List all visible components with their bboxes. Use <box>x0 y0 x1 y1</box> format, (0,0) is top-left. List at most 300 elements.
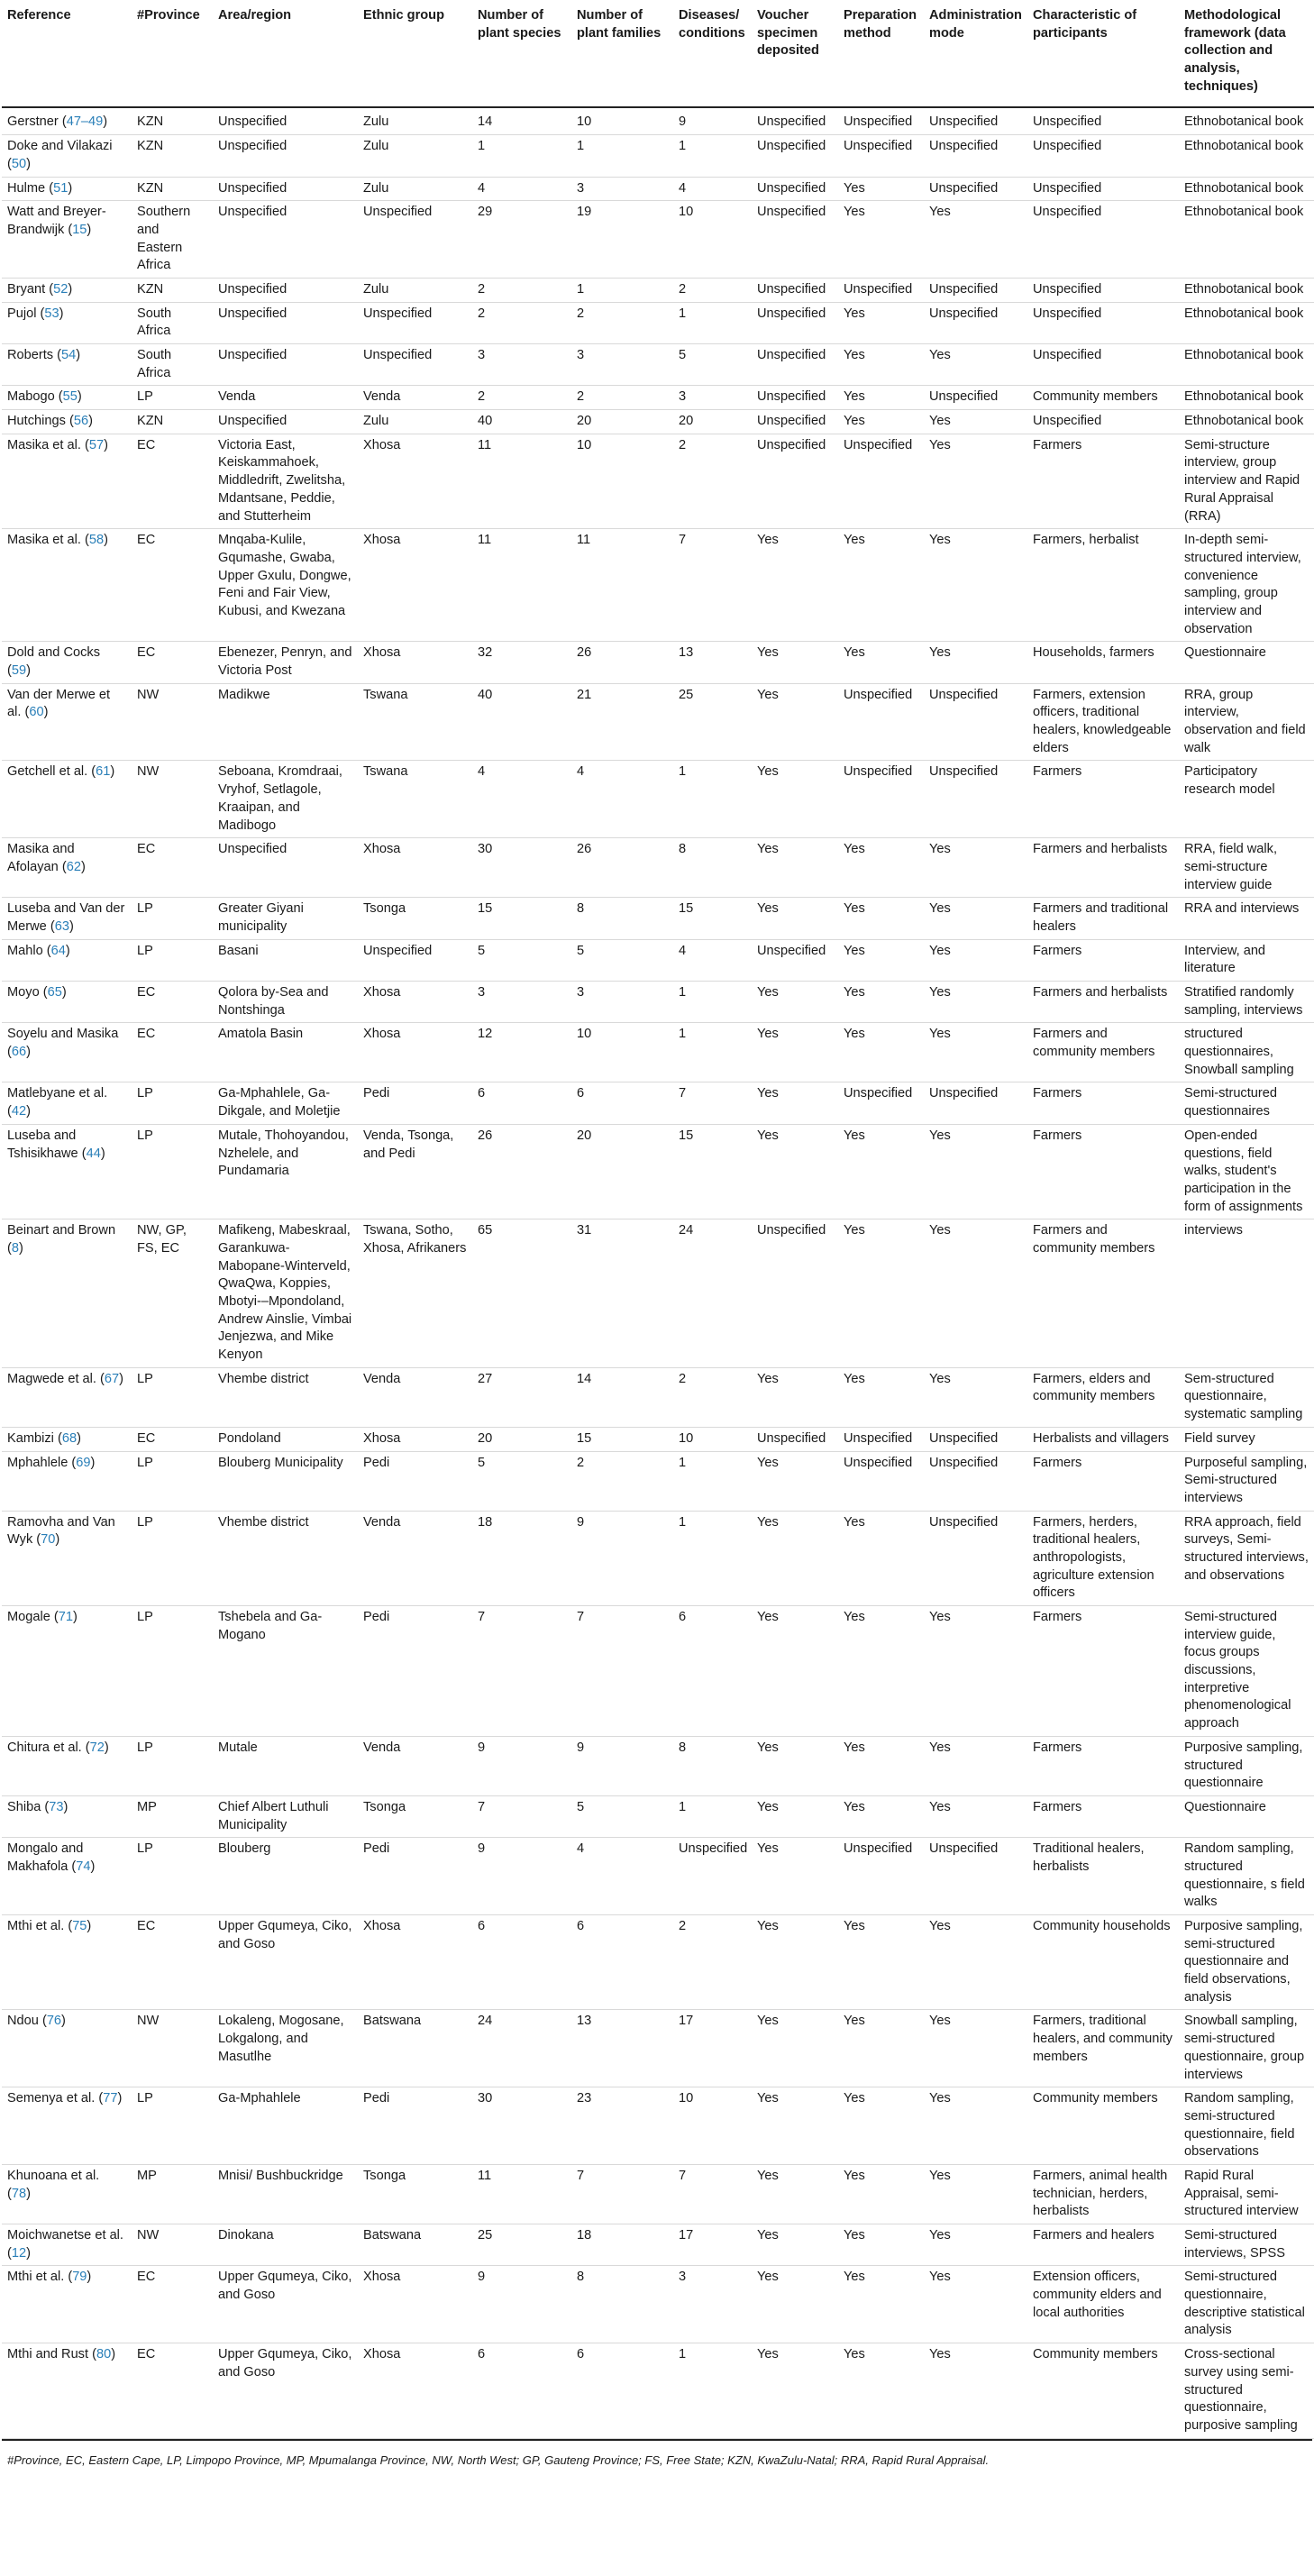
preparation-cell: Yes <box>838 1606 924 1737</box>
plant-families-cell: 7 <box>571 1606 673 1737</box>
citation-link[interactable]: 61 <box>96 764 111 780</box>
area-cell: Lokaleng, Mogosane, Lokgalong, and Masutlhe <box>213 2010 358 2087</box>
administration-cell: Yes <box>924 939 1027 981</box>
citation-link[interactable]: 59 <box>11 663 27 678</box>
area-cell: Pondoland <box>213 1427 358 1451</box>
plant-species-cell: 7 <box>472 1795 571 1837</box>
province-cell: LP <box>132 898 213 939</box>
diseases-cell: 1 <box>673 761 752 838</box>
citation-link[interactable]: 12 <box>11 2245 27 2261</box>
header-framework: Methodological framework (data collection and analysis, techniques) <box>1179 0 1314 107</box>
province-cell: Southern and Eastern Africa <box>132 201 213 279</box>
administration-cell: Yes <box>924 344 1027 386</box>
administration-cell: Yes <box>924 982 1027 1023</box>
area-cell: Tshebela and Ga-Mogano <box>213 1606 358 1737</box>
citation-link[interactable]: 79 <box>72 2270 87 2285</box>
ethnic-group-cell: Pedi <box>358 1451 472 1511</box>
preparation-cell: Unspecified <box>838 107 924 134</box>
ethnic-group-cell: Venda <box>358 1736 472 1795</box>
reference-author: Watt and Breyer-Brandwijk <box>7 205 106 237</box>
area-cell: Madikwe <box>213 683 358 761</box>
plant-families-cell: 2 <box>571 386 673 410</box>
province-cell: EC <box>132 434 213 528</box>
province-cell: NW, GP, FS, EC <box>132 1219 213 1368</box>
administration-cell: Yes <box>924 1023 1027 1082</box>
voucher-cell: Yes <box>752 2087 838 2165</box>
province-cell: EC <box>132 642 213 683</box>
ethnic-group-cell: Tsonga <box>358 898 472 939</box>
citation-link[interactable]: 51 <box>53 180 68 196</box>
voucher-cell: Yes <box>752 2224 838 2266</box>
province-cell: EC <box>132 982 213 1023</box>
plant-species-cell: 6 <box>472 2343 571 2438</box>
ethnic-group-cell: Tswana, Sotho, Xhosa, Afrikaners <box>358 1219 472 1368</box>
citation-link[interactable]: 62 <box>66 859 81 874</box>
citation-link[interactable]: 80 <box>96 2347 112 2362</box>
reference-author: Gerstner <box>7 114 59 130</box>
table-row <box>2 135 1314 177</box>
plant-species-cell: 40 <box>472 410 571 434</box>
preparation-cell: Unspecified <box>838 278 924 302</box>
diseases-cell: 1 <box>673 1795 752 1837</box>
plant-species-cell: 14 <box>472 107 571 134</box>
table-row <box>2 939 1314 981</box>
preparation-cell: Yes <box>838 838 924 898</box>
plant-species-cell: 9 <box>472 2266 571 2343</box>
citation-link[interactable]: 60 <box>29 705 44 720</box>
reference-cell: Hulme (51) <box>2 177 132 201</box>
area-cell: Basani <box>213 939 358 981</box>
reference-cell: Mthi et al. (79) <box>2 2266 132 2343</box>
province-cell: EC <box>132 2266 213 2343</box>
area-cell: Mnqaba-Kulile, Gqumashe, Gwaba, Upper Gxulu, Dongwe, Feni and Fair View, Kubusi, and Kwezana <box>213 529 358 642</box>
plant-species-cell: 40 <box>472 683 571 761</box>
voucher-cell: Unspecified <box>752 278 838 302</box>
citation-link[interactable]: 67 <box>104 1371 120 1386</box>
citation-link[interactable]: 55 <box>62 389 78 405</box>
diseases-cell: 5 <box>673 344 752 386</box>
reference-author: Luseba and Van der Merwe <box>7 901 125 934</box>
participants-cell: Unspecified <box>1027 278 1179 302</box>
plant-species-cell: 12 <box>472 1023 571 1082</box>
diseases-cell: 7 <box>673 1082 752 1124</box>
plant-families-cell: 3 <box>571 344 673 386</box>
table-row <box>2 529 1314 642</box>
diseases-cell: 10 <box>673 2087 752 2165</box>
reference-cell: Chitura et al. (72) <box>2 1736 132 1795</box>
table-row <box>2 761 1314 838</box>
province-cell: South Africa <box>132 302 213 343</box>
citation-link[interactable]: 54 <box>61 348 77 362</box>
diseases-cell: 4 <box>673 939 752 981</box>
ethnic-group-cell: Pedi <box>358 1838 472 1915</box>
area-cell: Greater Giyani municipality <box>213 898 358 939</box>
header-reference: Reference <box>2 0 132 107</box>
citation-link[interactable]: 44 <box>86 1146 101 1161</box>
participants-cell: Farmers <box>1027 434 1179 528</box>
plant-families-cell: 10 <box>571 434 673 528</box>
area-cell: Unspecified <box>213 177 358 201</box>
voucher-cell: Yes <box>752 1451 838 1511</box>
reference-author: Luseba and Tshisikhawe <box>7 1128 78 1161</box>
table-row <box>2 683 1314 761</box>
administration-cell: Yes <box>924 1606 1027 1737</box>
citation-link[interactable]: 56 <box>73 414 89 429</box>
area-cell: Unspecified <box>213 302 358 343</box>
citation-link[interactable]: 52 <box>53 281 68 297</box>
preparation-cell: Yes <box>838 2087 924 2165</box>
ethnic-group-cell: Xhosa <box>358 434 472 528</box>
preparation-cell: Unspecified <box>838 1838 924 1915</box>
framework-cell: Cross-sectional survey using semi-structured questionnaire, purposive sampling <box>1179 2343 1314 2438</box>
reference-author: Moyo <box>7 985 40 1000</box>
area-cell: Ga-Mphahlele <box>213 2087 358 2165</box>
voucher-cell: Yes <box>752 1082 838 1124</box>
province-cell: NW <box>132 2224 213 2266</box>
header-preparation: Preparation method <box>838 0 924 107</box>
preparation-cell: Unspecified <box>838 683 924 761</box>
table-row <box>2 1736 1314 1795</box>
table-row <box>2 1367 1314 1427</box>
citation-link[interactable]: 66 <box>11 1045 27 1060</box>
plant-species-cell: 11 <box>472 2164 571 2224</box>
plant-families-cell: 9 <box>571 1736 673 1795</box>
voucher-cell: Yes <box>752 683 838 761</box>
ethnic-group-cell: Xhosa <box>358 2343 472 2438</box>
administration-cell: Unspecified <box>924 1451 1027 1511</box>
voucher-cell: Yes <box>752 898 838 939</box>
citation-link[interactable]: 74 <box>76 1859 91 1874</box>
citation-link[interactable]: 75 <box>72 1919 87 1933</box>
province-cell: MP <box>132 2164 213 2224</box>
framework-cell: Interview, and literature <box>1179 939 1314 981</box>
participants-cell: Community members <box>1027 386 1179 410</box>
table-row <box>2 177 1314 201</box>
participants-cell: Unspecified <box>1027 135 1179 177</box>
voucher-cell: Unspecified <box>752 939 838 981</box>
table-row <box>2 2010 1314 2087</box>
plant-families-cell: 10 <box>571 1023 673 1082</box>
preparation-cell: Yes <box>838 1511 924 1605</box>
framework-cell: Snowball sampling, semi-structured questionnaire, group interviews <box>1179 2010 1314 2087</box>
reference-author: Ramovha and Van Wyk <box>7 1514 115 1548</box>
framework-cell: RRA and interviews <box>1179 898 1314 939</box>
participants-cell: Community members <box>1027 2343 1179 2438</box>
administration-cell: Yes <box>924 838 1027 898</box>
province-cell: LP <box>132 1082 213 1124</box>
area-cell: Qolora by-Sea and Nontshinga <box>213 982 358 1023</box>
citation-link[interactable]: 50 <box>11 156 27 171</box>
plant-families-cell: 8 <box>571 2266 673 2343</box>
table-row <box>2 278 1314 302</box>
plant-families-cell: 10 <box>571 107 673 134</box>
table-row <box>2 2087 1314 2165</box>
plant-families-cell: 13 <box>571 2010 673 2087</box>
area-cell: Vhembe district <box>213 1367 358 1427</box>
table-header-row <box>2 0 1314 107</box>
participants-cell: Unspecified <box>1027 107 1179 134</box>
administration-cell: Unspecified <box>924 302 1027 343</box>
voucher-cell: Yes <box>752 2010 838 2087</box>
reference-cell: Hutchings (56) <box>2 410 132 434</box>
table-row <box>2 1427 1314 1451</box>
province-cell: LP <box>132 939 213 981</box>
framework-cell: Participatory research model <box>1179 761 1314 838</box>
citation-link[interactable]: 58 <box>88 533 105 548</box>
header-province: #Province <box>132 0 213 107</box>
plant-species-cell: 11 <box>472 529 571 642</box>
reference-author: Mthi and Rust <box>7 2347 89 2362</box>
table-row <box>2 642 1314 683</box>
framework-cell: Open-ended questions, field walks, student's participation in the form of assignments <box>1179 1124 1314 1219</box>
reference-author: Soyelu and Masika <box>7 1027 119 1042</box>
ethnic-group-cell: Venda <box>358 1511 472 1605</box>
reference-author: Mahlo <box>7 943 43 958</box>
reference-cell: Mphahlele (69) <box>2 1451 132 1511</box>
reference-author: Getchell et al. <box>7 764 88 780</box>
preparation-cell: Unspecified <box>838 135 924 177</box>
header-participants: Characteristic of participants <box>1027 0 1179 107</box>
citation-link[interactable]: 71 <box>58 1610 74 1624</box>
ethnic-group-cell: Xhosa <box>358 2266 472 2343</box>
plant-species-cell: 3 <box>472 344 571 386</box>
reference-author: Beinart and Brown <box>7 1223 116 1238</box>
administration-cell: Unspecified <box>924 1427 1027 1451</box>
voucher-cell: Yes <box>752 1124 838 1219</box>
citation-link[interactable]: 70 <box>41 1532 56 1548</box>
citation-link[interactable]: 64 <box>50 943 66 958</box>
reference-cell: Mthi and Rust (80) <box>2 2343 132 2438</box>
voucher-cell: Yes <box>752 1915 838 2010</box>
ethnic-group-cell: Unspecified <box>358 302 472 343</box>
diseases-cell: Unspecified <box>673 1838 752 1915</box>
plant-species-cell: 27 <box>472 1367 571 1427</box>
preparation-cell: Yes <box>838 2266 924 2343</box>
framework-cell: Stratified randomly sampling, interviews <box>1179 982 1314 1023</box>
table-row <box>2 1124 1314 1219</box>
plant-families-cell: 6 <box>571 1915 673 2010</box>
citation-link[interactable]: 53 <box>44 306 59 321</box>
table-row <box>2 1219 1314 1368</box>
diseases-cell: 2 <box>673 1915 752 2010</box>
plant-families-cell: 6 <box>571 2343 673 2438</box>
plant-families-cell: 2 <box>571 1451 673 1511</box>
province-cell: EC <box>132 1915 213 2010</box>
preparation-cell: Yes <box>838 1915 924 2010</box>
table-row <box>2 898 1314 939</box>
preparation-cell: Unspecified <box>838 761 924 838</box>
plant-species-cell: 30 <box>472 838 571 898</box>
ethnic-group-cell: Pedi <box>358 1606 472 1737</box>
reference-cell: Bryant (52) <box>2 278 132 302</box>
diseases-cell: 1 <box>673 135 752 177</box>
diseases-cell: 15 <box>673 898 752 939</box>
citation-link[interactable]: 78 <box>11 2186 27 2201</box>
participants-cell: Unspecified <box>1027 410 1179 434</box>
framework-cell: Questionnaire <box>1179 1795 1314 1837</box>
diseases-cell: 1 <box>673 302 752 343</box>
plant-families-cell: 20 <box>571 1124 673 1219</box>
header-ethnic-group: Ethnic group <box>358 0 472 107</box>
diseases-cell: 7 <box>673 529 752 642</box>
administration-cell: Yes <box>924 1124 1027 1219</box>
participants-cell: Farmers <box>1027 1736 1179 1795</box>
province-cell: LP <box>132 386 213 410</box>
voucher-cell: Yes <box>752 761 838 838</box>
framework-cell: RRA, group interview, observation and field walk <box>1179 683 1314 761</box>
diseases-cell: 20 <box>673 410 752 434</box>
administration-cell: Unspecified <box>924 386 1027 410</box>
reference-cell: Van der Merwe et al. (60) <box>2 683 132 761</box>
voucher-cell: Unspecified <box>752 302 838 343</box>
voucher-cell: Yes <box>752 838 838 898</box>
ethnic-group-cell: Batswana <box>358 2010 472 2087</box>
citation-link[interactable]: 73 <box>49 1799 64 1814</box>
diseases-cell: 24 <box>673 1219 752 1368</box>
plant-species-cell: 29 <box>472 201 571 279</box>
citation-link[interactable]: 47–49 <box>66 114 104 130</box>
ethnic-group-cell: Zulu <box>358 107 472 134</box>
framework-cell: Ethnobotanical book <box>1179 201 1314 279</box>
ethnic-group-cell: Pedi <box>358 1082 472 1124</box>
province-cell: South Africa <box>132 344 213 386</box>
preparation-cell: Yes <box>838 1736 924 1795</box>
area-cell: Vhembe district <box>213 1511 358 1605</box>
citation-link[interactable]: 42 <box>11 1104 27 1119</box>
plant-species-cell: 6 <box>472 1082 571 1124</box>
voucher-cell: Yes <box>752 1838 838 1915</box>
province-cell: EC <box>132 1023 213 1082</box>
administration-cell: Yes <box>924 2266 1027 2343</box>
preparation-cell: Yes <box>838 898 924 939</box>
participants-cell: Farmers <box>1027 1795 1179 1837</box>
area-cell: Upper Gqumeya, Ciko, and Goso <box>213 2266 358 2343</box>
ethnic-group-cell: Xhosa <box>358 1023 472 1082</box>
citation-link[interactable]: 63 <box>54 918 69 934</box>
table-row <box>2 1023 1314 1082</box>
plant-families-cell: 26 <box>571 642 673 683</box>
area-cell: Mutale, Thohoyandou, Nzhelele, and Pundamaria <box>213 1124 358 1219</box>
participants-cell: Farmers, extension officers, traditional healers, knowledgeable elders <box>1027 683 1179 761</box>
diseases-cell: 6 <box>673 1606 752 1737</box>
plant-species-cell: 5 <box>472 939 571 981</box>
reference-author: Moichwanetse et al. <box>7 2228 123 2243</box>
participants-cell: Farmers and healers <box>1027 2224 1179 2266</box>
province-cell: LP <box>132 1367 213 1427</box>
participants-cell: Farmers and community members <box>1027 1219 1179 1368</box>
province-cell: EC <box>132 2343 213 2438</box>
area-cell: Venda <box>213 386 358 410</box>
citation-link[interactable]: 69 <box>76 1455 91 1470</box>
diseases-cell: 2 <box>673 1367 752 1427</box>
framework-cell: RRA approach, field surveys, Semi-structured interviews, and observations <box>1179 1511 1314 1605</box>
participants-cell: Unspecified <box>1027 201 1179 279</box>
reference-cell: Masika and Afolayan (62) <box>2 838 132 898</box>
reference-author: Shiba <box>7 1799 41 1814</box>
plant-species-cell: 18 <box>472 1511 571 1605</box>
plant-families-cell: 18 <box>571 2224 673 2266</box>
citation-link[interactable]: 72 <box>89 1740 105 1755</box>
plant-families-cell: 23 <box>571 2087 673 2165</box>
participants-cell: Farmers <box>1027 1451 1179 1511</box>
preparation-cell: Unspecified <box>838 1451 924 1511</box>
administration-cell: Unspecified <box>924 683 1027 761</box>
table-row <box>2 386 1314 410</box>
plant-families-cell: 8 <box>571 898 673 939</box>
framework-cell: Ethnobotanical book <box>1179 278 1314 302</box>
framework-cell: Questionnaire <box>1179 642 1314 683</box>
reference-author: Mphahlele <box>7 1455 68 1470</box>
citation-link[interactable]: 15 <box>72 222 87 237</box>
citation-link[interactable]: 65 <box>47 985 62 1000</box>
voucher-cell: Yes <box>752 642 838 683</box>
voucher-cell: Unspecified <box>752 434 838 528</box>
participants-cell: Extension officers, community elders and local authorities <box>1027 2266 1179 2343</box>
reference-cell: Magwede et al. (67) <box>2 1367 132 1427</box>
citation-link[interactable]: 57 <box>88 437 105 452</box>
framework-cell: Rapid Rural Appraisal, semi-structured interview <box>1179 2164 1314 2224</box>
diseases-cell: 8 <box>673 838 752 898</box>
table-row <box>2 344 1314 386</box>
citation-link[interactable]: 68 <box>61 1430 78 1446</box>
ethnic-group-cell: Venda <box>358 1367 472 1427</box>
citation-link[interactable]: 76 <box>46 2014 62 2029</box>
plant-families-cell: 7 <box>571 2164 673 2224</box>
province-cell: NW <box>132 683 213 761</box>
preparation-cell: Yes <box>838 982 924 1023</box>
table-row <box>2 1915 1314 2010</box>
reference-cell: Semenya et al. (77) <box>2 2087 132 2165</box>
preparation-cell: Yes <box>838 302 924 343</box>
preparation-cell: Unspecified <box>838 434 924 528</box>
area-cell: Dinokana <box>213 2224 358 2266</box>
preparation-cell: Yes <box>838 1795 924 1837</box>
preparation-cell: Yes <box>838 2224 924 2266</box>
province-cell: LP <box>132 1606 213 1737</box>
plant-species-cell: 2 <box>472 278 571 302</box>
ethnic-group-cell: Xhosa <box>358 1915 472 2010</box>
reference-cell: Matlebyane et al. (42) <box>2 1082 132 1124</box>
preparation-cell: Yes <box>838 2010 924 2087</box>
voucher-cell: Unspecified <box>752 386 838 410</box>
plant-species-cell: 26 <box>472 1124 571 1219</box>
plant-families-cell: 31 <box>571 1219 673 1368</box>
area-cell: Victoria East, Keiskammahoek, Middledrift, Zwelitsha, Mdantsane, Peddie, and Stutterheim <box>213 434 358 528</box>
province-cell: LP <box>132 1451 213 1511</box>
province-cell: KZN <box>132 135 213 177</box>
plant-families-cell: 14 <box>571 1367 673 1427</box>
diseases-cell: 7 <box>673 2164 752 2224</box>
reference-cell: Soyelu and Masika (66) <box>2 1023 132 1082</box>
participants-cell: Farmers and traditional healers <box>1027 898 1179 939</box>
reference-cell: Moyo (65) <box>2 982 132 1023</box>
administration-cell: Yes <box>924 2343 1027 2438</box>
plant-families-cell: 20 <box>571 410 673 434</box>
ethnic-group-cell: Tswana <box>358 761 472 838</box>
voucher-cell: Yes <box>752 1736 838 1795</box>
framework-cell: Semi-structure interview, group interview and Rapid Rural Appraisal (RRA) <box>1179 434 1314 528</box>
administration-cell: Yes <box>924 529 1027 642</box>
administration-cell: Yes <box>924 410 1027 434</box>
framework-cell: Random sampling, semi-structured questionnaire, field observations <box>1179 2087 1314 2165</box>
voucher-cell: Unspecified <box>752 107 838 134</box>
preparation-cell: Yes <box>838 1124 924 1219</box>
citation-link[interactable]: 77 <box>103 2091 118 2106</box>
framework-cell: Ethnobotanical book <box>1179 344 1314 386</box>
citation-link[interactable]: 8 <box>11 1240 19 1256</box>
province-cell: KZN <box>132 107 213 134</box>
administration-cell: Yes <box>924 1915 1027 2010</box>
